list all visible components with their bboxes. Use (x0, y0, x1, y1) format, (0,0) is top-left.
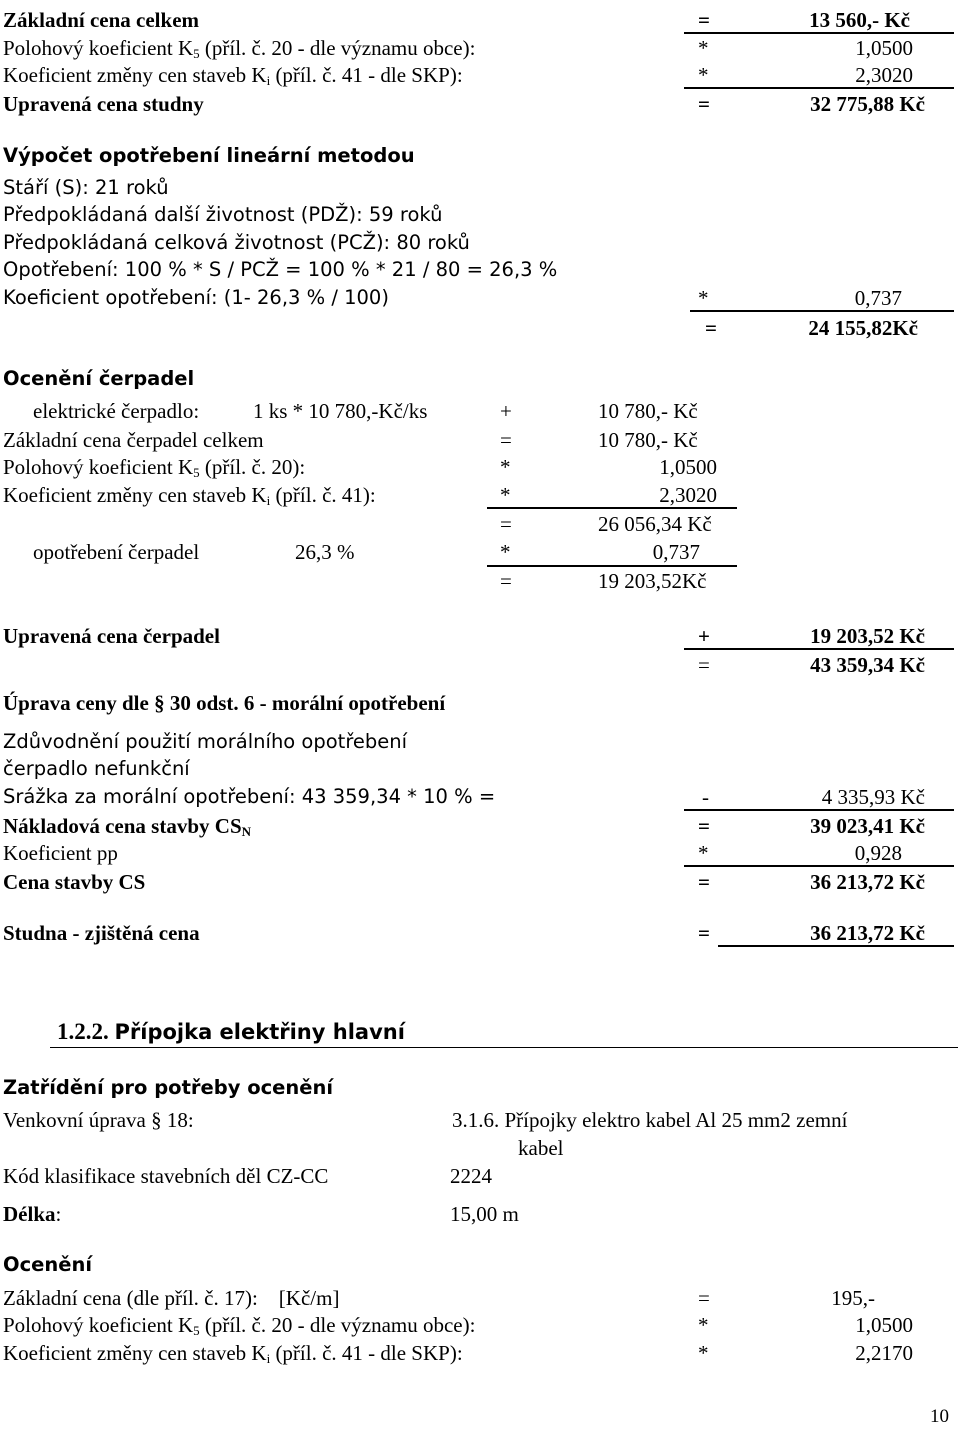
valuation-heading: Ocenění (3, 1253, 93, 1276)
pumps-location-coef-label: Polohový koeficient $K_5$ (příl. č. 20): (3, 455, 306, 480)
wear-result-op: = (705, 316, 717, 340)
building-price-value: 36 213,72 Kč (810, 870, 925, 894)
pumps-base-op: = (500, 428, 512, 452)
adjusted-pumps-value: 19 203,52 Kč (810, 624, 925, 648)
building-price-op: = (698, 870, 710, 894)
divider (684, 809, 954, 811)
pumps-subtotal-op: = (500, 512, 512, 536)
divider (487, 507, 737, 509)
pumps-price-change-coef-op: * (500, 483, 511, 507)
outdoor-value-line1: 3.1.6. Přípojky elektro kabel Al 25 mm2 zemní (452, 1108, 848, 1132)
deduction-label: Srážka za morální opotřebení: 43 359,34 * 10 % = (3, 785, 496, 808)
valuation-base-label: Základní cena (dle příl. č. 17): [Kč/m] (3, 1286, 340, 1310)
valuation-base-op: = (698, 1286, 710, 1310)
pumps-heading: Ocenění čerpadel (3, 367, 195, 390)
section-number: 1.2.2. (57, 1019, 109, 1044)
length-label: Délka: (3, 1202, 62, 1226)
wear-heading: Výpočet opotřebení lineární metodou (3, 144, 415, 167)
code-value: 2224 (450, 1164, 492, 1188)
moral-reason-text: čerpadlo nefunkční (3, 757, 190, 780)
length-value: 15,00 m (450, 1202, 519, 1226)
section-title: Přípojka elektřiny hlavní (114, 1020, 405, 1044)
valuation-price-change-coef-op: * (698, 1341, 709, 1365)
location-coef-value: 1,0500 (855, 36, 913, 60)
pumps-result-op: = (500, 569, 512, 593)
section-divider (50, 1047, 958, 1048)
valuation-location-coef-label: Polohový koeficient $K_5$ (příl. č. 20 - dle významu obce): (3, 1313, 476, 1338)
cost-price-op: = (698, 814, 710, 838)
valuation-location-coef-value: 1,0500 (855, 1313, 913, 1337)
outdoor-value-line2: kabel (518, 1136, 564, 1160)
pp-coef-op: * (698, 841, 709, 865)
code-label: Kód klasifikace stavebních děl CZ-CC (3, 1164, 329, 1188)
section-sign-icon: § (154, 691, 165, 715)
divider (690, 310, 954, 312)
divider (684, 87, 954, 89)
pumps-wear-pct: 26,3 % (295, 540, 355, 564)
price-change-coef-label: Koeficient změny cen staveb $K_i$ (příl. č. 41 - dle SKP): (3, 63, 463, 88)
base-price-value: 13 560,- Kč (809, 8, 910, 32)
wear-coef-label: Koeficient opotřebení: (1- 26,3 % / 100) (3, 286, 389, 309)
adjusted-sum-op: = (698, 653, 710, 677)
pumps-price-change-coef-value: 2,3020 (659, 483, 717, 507)
location-coef-op: * (698, 36, 709, 60)
pumps-result-value: 19 203,52Kč (598, 569, 707, 593)
moral-wear-heading: Úprava ceny dle § 30 odst. 6 - morální opotřebení (3, 691, 446, 715)
valuation-base-value: 195,- (831, 1286, 875, 1310)
pp-coef-label: Koeficient pp (3, 841, 118, 865)
cost-price-label: Nákladová cena stavby $CS_N$ (3, 814, 252, 839)
section-heading (57, 1018, 405, 1046)
pumps-price-change-coef-label: Koeficient změny cen staveb $K_i$ (příl. č. 41): (3, 483, 376, 508)
pumps-base-value: 10 780,- Kč (598, 428, 698, 452)
classification-heading: Zatřídění pro potřeby ocenění (3, 1076, 334, 1099)
outdoor-label: Venkovní úprava § 18: (3, 1108, 194, 1132)
pp-coef-value: 0,928 (854, 841, 902, 865)
final-price-op: = (698, 921, 710, 945)
adjusted-well-price-value: 32 775,88 Kč (810, 92, 925, 116)
adjusted-well-price-label: Upravená cena studny (3, 92, 204, 116)
wear-coef-op: * (698, 286, 709, 310)
wear-result-value: 24 155,82Kč (808, 316, 918, 340)
divider (684, 32, 954, 34)
divider (718, 945, 954, 947)
final-price-label: Studna - zjištěná cena (3, 921, 200, 945)
pumps-wear-op: * (500, 540, 511, 564)
pumps-wear-label: opotřebení čerpadel (33, 540, 200, 564)
wear-coef-value: 0,737 (854, 286, 902, 310)
valuation-price-change-coef-label: Koeficient změny cen staveb $K_i$ (příl. č. 41 - dle SKP): (3, 1341, 463, 1366)
divider (684, 865, 954, 867)
building-price-label: Cena stavby CS (3, 870, 146, 894)
divider (487, 565, 737, 567)
cost-price-value: 39 023,41 Kč (810, 814, 925, 838)
base-price-label: Základní cena celkem (3, 8, 200, 32)
divider (684, 648, 954, 650)
valuation-price-change-coef-value: 2,2170 (855, 1341, 913, 1365)
section-sign-icon: § (151, 1108, 162, 1132)
pumps-location-coef-op: * (500, 455, 511, 479)
total-life-text: Předpokládaná celková životnost (PCŽ): 80 roků (3, 231, 470, 254)
final-price-value: 36 213,72 Kč (810, 921, 925, 945)
age-text: Stáří (S): 21 roků (3, 176, 169, 199)
pumps-subtotal-value: 26 056,34 Kč (598, 512, 712, 536)
pump-item-op: + (500, 399, 512, 423)
price-change-coef-op: * (698, 63, 709, 87)
adjusted-pumps-op: + (698, 624, 710, 648)
base-price-op: = (698, 8, 710, 32)
adjusted-sum-value: 43 359,34 Kč (810, 653, 925, 677)
adjusted-well-price-op: = (698, 92, 710, 116)
pumps-location-coef-value: 1,0500 (659, 455, 717, 479)
adjusted-pumps-label: Upravená cena čerpadel (3, 624, 220, 648)
remaining-life-text: Předpokládaná další životnost (PDŽ): 59 roků (3, 203, 443, 226)
deduction-op: - (702, 785, 709, 809)
pumps-wear-value: 0,737 (652, 540, 700, 564)
wear-formula: Opotřebení: 100 % * S / PCŽ = 100 % * 21 / 80 = 26,3 % (3, 258, 558, 281)
moral-reason-title: Zdůvodnění použití morálního opotřebení (3, 730, 408, 753)
pump-item-value: 10 780,- Kč (598, 399, 698, 423)
pump-item-qty: 1 ks * 10 780,-Kč/ks (253, 399, 428, 423)
deduction-value: 4 335,93 Kč (821, 785, 925, 809)
page-number: 10 (930, 1406, 949, 1427)
pump-item-label: elektrické čerpadlo: (33, 399, 200, 423)
pumps-base-label: Základní cena čerpadel celkem (3, 428, 264, 452)
location-coef-label: Polohový koeficient $K_5$ (příl. č. 20 - dle významu obce): (3, 36, 476, 61)
price-change-coef-value: 2,3020 (855, 63, 913, 87)
valuation-location-coef-op: * (698, 1313, 709, 1337)
